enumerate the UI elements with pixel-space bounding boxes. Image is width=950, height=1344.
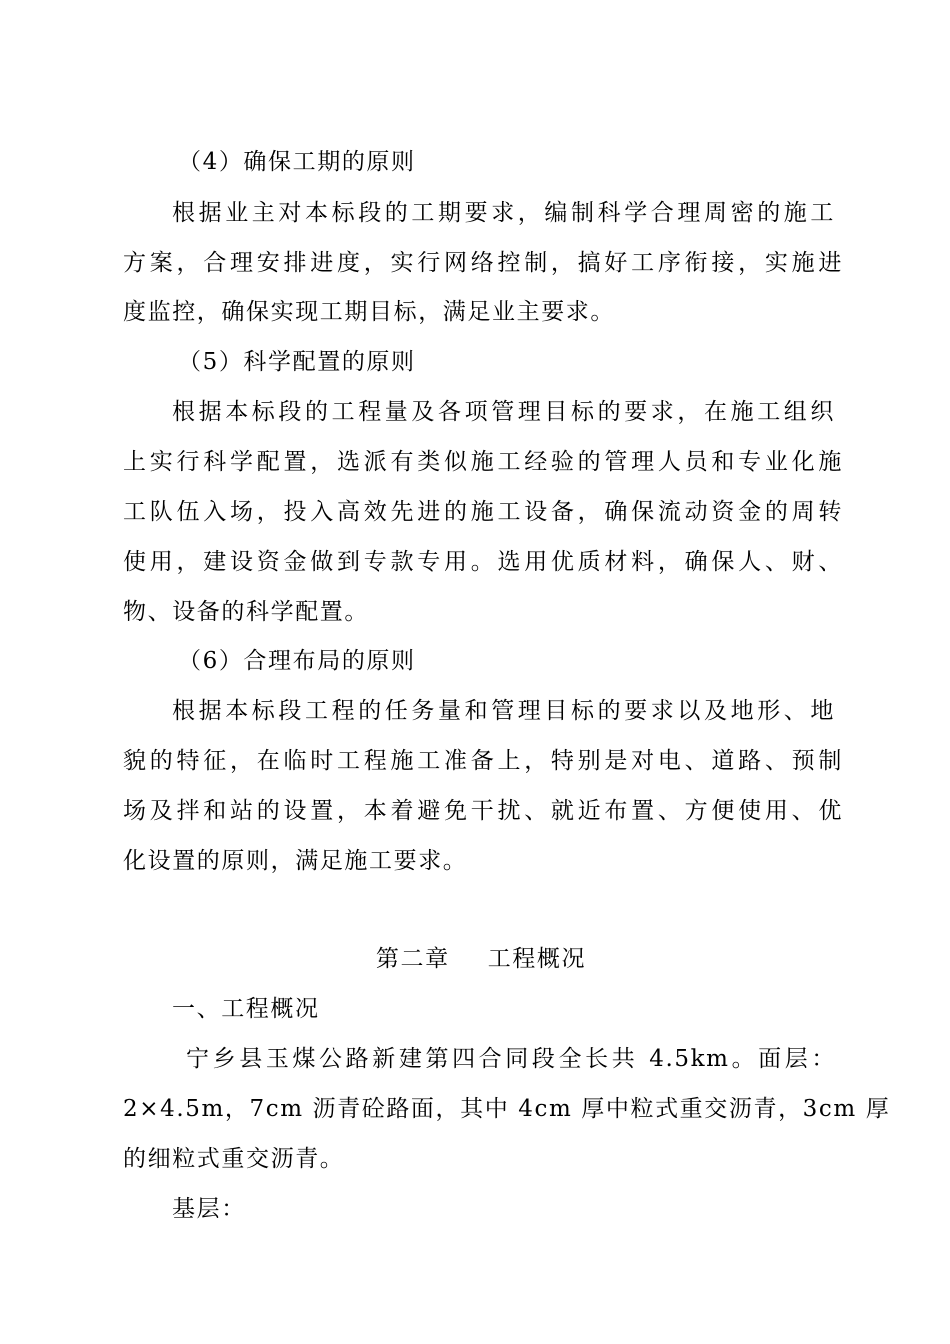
section-6-line-4: 化设置的原则，满足施工要求。 bbox=[123, 848, 468, 874]
section-6-heading: （6）合理布局的原则 bbox=[178, 648, 416, 674]
section-6-line-2: 貌的特征，在临时工程施工准备上，特别是对电、道路、预制 bbox=[123, 748, 843, 774]
base-layer-label: 基层： bbox=[172, 1196, 246, 1222]
section-5-line-1: 根据本标段的工程量及各项管理目标的要求，在施工组织 bbox=[172, 399, 835, 425]
section-4-line-2: 方案，合理安排进度，实行网络控制，搞好工序衔接，实施进 bbox=[123, 250, 843, 276]
section-6-line-3: 场及拌和站的设置，本着避免干扰、就近布置、方便使用、优 bbox=[123, 798, 843, 824]
section-5-line-2: 上实行科学配置，选派有类似施工经验的管理人员和专业化施 bbox=[123, 449, 843, 475]
chapter-name: 工程概况 bbox=[487, 946, 587, 972]
overview-heading: 一、工程概况 bbox=[172, 996, 320, 1022]
section-4-heading: （4）确保工期的原则 bbox=[178, 149, 416, 175]
section-5-line-5: 物、设备的科学配置。 bbox=[123, 599, 369, 625]
section-4-line-1: 根据业主对本标段的工期要求，编制科学合理周密的施工 bbox=[172, 200, 835, 226]
section-5-line-3: 工队伍入场，投入高效先进的施工设备，确保流动资金的周转 bbox=[123, 499, 843, 525]
section-5-line-4: 使用，建设资金做到专款专用。选用优质材料，确保人、财、 bbox=[123, 549, 843, 575]
overview-line-1: 宁乡县玉煤公路新建第四合同段全长共 4.5km。面层： bbox=[186, 1046, 836, 1072]
section-4-line-3: 度监控，确保实现工期目标，满足业主要求。 bbox=[123, 299, 615, 325]
overview-line-3: 的细粒式重交沥青。 bbox=[123, 1146, 345, 1172]
overview-line-2: 2×4.5m，7cm 沥青砼路面，其中 4cm 厚中粒式重交沥青，3cm 厚 bbox=[123, 1096, 891, 1122]
chapter-number: 第二章 bbox=[375, 946, 450, 972]
section-5-heading: （5）科学配置的原则 bbox=[178, 349, 416, 375]
chapter-title bbox=[6, 944, 950, 974]
section-6-line-1: 根据本标段工程的任务量和管理目标的要求以及地形、地 bbox=[172, 698, 835, 724]
